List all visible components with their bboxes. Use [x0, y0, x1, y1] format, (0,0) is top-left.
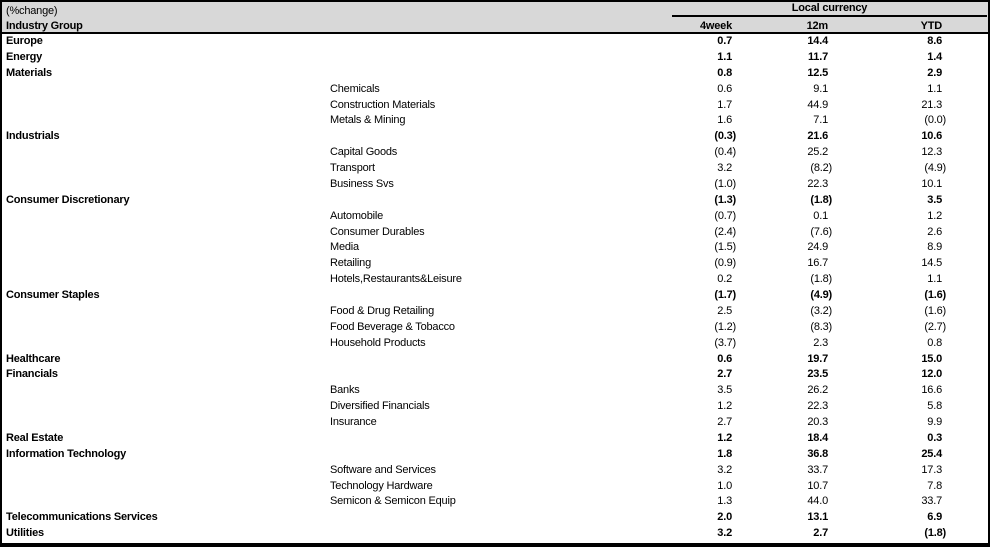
industry-label: Automobile — [330, 209, 384, 222]
industry-label: Utilities — [6, 527, 44, 540]
industry-label: Food Beverage & Tobacco — [330, 320, 455, 333]
value-4week: 2.0 — [717, 511, 732, 524]
value-4week: (1.7) — [714, 289, 736, 301]
value-12m: 21.6 — [807, 130, 828, 143]
value-4week: 0.6 — [717, 352, 732, 365]
value-ytd: 1.1 — [927, 82, 942, 95]
industry-label: Consumer Durables — [330, 225, 425, 238]
value-12m: 25.2 — [807, 146, 828, 159]
industry-label: Diversified Financials — [330, 400, 430, 413]
value-12m: 44.9 — [807, 98, 828, 111]
industry-label: Software and Services — [330, 463, 436, 476]
value-12m: (3.2) — [810, 304, 832, 317]
industry-label: Capital Goods — [330, 146, 398, 159]
table-row — [2, 98, 988, 114]
table-row — [2, 510, 988, 526]
industry-label: Retailing — [330, 257, 372, 270]
industry-label: Industrials — [6, 130, 60, 143]
table-row — [2, 526, 988, 542]
industry-label: Financials — [6, 368, 58, 381]
value-4week: (1.0) — [714, 177, 736, 190]
value-12m: (8.2) — [810, 162, 832, 174]
value-4week: 2.7 — [717, 416, 732, 428]
industry-label: Technology Hardware — [330, 479, 433, 492]
value-ytd: 8.9 — [927, 241, 942, 254]
value-ytd: 2.9 — [927, 66, 942, 79]
table-row — [2, 352, 988, 368]
industry-label: Construction Materials — [330, 98, 436, 111]
value-4week: 3.5 — [717, 384, 732, 397]
value-4week: 0.6 — [717, 82, 732, 95]
table-row — [2, 288, 988, 304]
industry-label: Metals & Mining — [330, 114, 406, 127]
unit-label: (%change) — [2, 2, 658, 17]
industry-label: Energy — [6, 50, 43, 63]
value-12m: 36.8 — [807, 447, 828, 460]
table-row — [2, 304, 988, 320]
industry-label: Healthcare — [6, 352, 61, 365]
table-row — [2, 82, 988, 98]
value-4week: (0.4) — [714, 146, 736, 159]
table-row — [2, 463, 988, 479]
value-ytd: (0.0) — [924, 114, 946, 127]
table-row — [2, 272, 988, 288]
value-12m: 18.4 — [807, 431, 828, 444]
industry-label: Real Estate — [6, 431, 64, 444]
value-12m: 22.3 — [807, 400, 828, 413]
value-4week: 1.2 — [717, 400, 732, 413]
value-4week: 3.2 — [717, 162, 732, 174]
value-ytd: 10.6 — [921, 130, 942, 143]
value-ytd: (4.9) — [924, 162, 946, 174]
table-row — [2, 193, 988, 209]
table-row — [2, 113, 988, 129]
value-12m: (4.9) — [810, 289, 832, 301]
table-row — [2, 225, 988, 241]
value-ytd: 16.6 — [921, 384, 942, 397]
table-row — [2, 367, 988, 383]
value-ytd: (1.6) — [924, 289, 946, 301]
value-ytd: 1.4 — [927, 50, 942, 63]
value-4week: 1.6 — [717, 114, 732, 127]
value-12m: 7.1 — [813, 114, 828, 127]
table-row — [2, 447, 988, 463]
industry-label: Materials — [6, 66, 52, 79]
value-4week: 1.0 — [717, 479, 732, 492]
industry-label: Hotels,Restaurants&Leisure — [330, 273, 462, 286]
value-ytd: 0.3 — [927, 431, 942, 444]
table-row — [2, 129, 988, 145]
industry-label: Insurance — [330, 416, 377, 428]
industry-label: Consumer Discretionary — [6, 193, 130, 206]
value-4week: 1.1 — [717, 50, 732, 63]
value-4week: 2.5 — [717, 304, 732, 317]
table-row — [2, 33, 988, 50]
value-ytd: 12.0 — [921, 368, 942, 381]
value-12m: (8.3) — [810, 320, 832, 333]
col-header-ytd: YTD — [832, 17, 988, 33]
industry-label: Europe — [6, 35, 43, 47]
value-12m: 44.0 — [807, 495, 828, 508]
value-12m: 16.7 — [807, 257, 828, 270]
industry-label: Business Svs — [330, 177, 394, 190]
header-row-units — [2, 2, 988, 17]
value-ytd: 10.1 — [921, 177, 942, 190]
value-ytd: 1.1 — [927, 273, 942, 286]
value-12m: 2.7 — [813, 527, 828, 540]
value-4week: 0.8 — [717, 66, 732, 79]
industry-label: Transport — [330, 162, 375, 174]
span-header-local-currency: Local currency — [672, 2, 987, 17]
value-ytd: (2.7) — [924, 320, 946, 333]
value-12m: 19.7 — [807, 352, 828, 365]
value-4week: 0.2 — [717, 273, 732, 286]
value-ytd: 15.0 — [921, 352, 942, 365]
table-row — [2, 431, 988, 447]
value-ytd: 6.9 — [927, 511, 942, 524]
col-header-industry-group: Industry Group — [2, 17, 658, 33]
value-4week: (0.7) — [714, 209, 736, 222]
value-12m: 10.7 — [807, 479, 828, 492]
value-ytd: (1.6) — [924, 304, 946, 317]
value-ytd: 1.2 — [927, 209, 942, 222]
table-row — [2, 494, 988, 510]
value-12m: 9.1 — [813, 82, 828, 95]
value-4week: (0.3) — [714, 130, 736, 143]
table-row — [2, 177, 988, 193]
value-ytd: 14.5 — [921, 257, 942, 270]
performance-table — [2, 2, 988, 542]
value-4week: 3.2 — [717, 463, 732, 476]
value-ytd: (1.8) — [924, 527, 946, 540]
value-ytd: 0.8 — [927, 336, 942, 349]
value-ytd: 25.4 — [921, 447, 942, 460]
value-ytd: 12.3 — [921, 146, 942, 159]
value-4week: 1.3 — [717, 495, 732, 508]
span-header-cell — [658, 2, 988, 17]
value-12m: 26.2 — [807, 384, 828, 397]
value-12m: 22.3 — [807, 177, 828, 190]
value-12m: 14.4 — [807, 35, 828, 47]
value-ytd: 2.6 — [927, 225, 942, 238]
value-4week: 1.2 — [717, 431, 732, 444]
industry-label: Media — [330, 241, 359, 254]
industry-label: Chemicals — [330, 82, 380, 95]
value-12m: 13.1 — [807, 511, 828, 524]
table-row — [2, 240, 988, 256]
value-ytd: 8.6 — [927, 35, 942, 47]
table-row — [2, 145, 988, 161]
value-ytd: 33.7 — [921, 495, 942, 508]
value-12m: 12.5 — [807, 66, 828, 79]
value-ytd: 9.9 — [927, 416, 942, 428]
value-12m: (1.8) — [810, 193, 832, 206]
table-row — [2, 66, 988, 82]
table-row — [2, 209, 988, 225]
value-4week: 2.7 — [717, 368, 732, 381]
value-12m: 2.3 — [813, 336, 828, 349]
value-4week: (1.5) — [714, 241, 736, 254]
value-4week: 3.2 — [717, 527, 732, 540]
industry-label: Semicon & Semicon Equip — [330, 495, 456, 508]
value-ytd: 7.8 — [927, 479, 942, 492]
value-12m: (1.8) — [810, 273, 832, 286]
table-row — [2, 479, 988, 495]
col-header-12m: 12m — [740, 17, 832, 33]
industry-label: Information Technology — [6, 447, 127, 460]
industry-label: Consumer Staples — [6, 289, 100, 301]
table-row — [2, 415, 988, 431]
table-row — [2, 383, 988, 399]
value-12m: 0.1 — [813, 209, 828, 222]
value-ytd: 3.5 — [927, 193, 942, 206]
table-row — [2, 320, 988, 336]
industry-label: Telecommunications Services — [6, 511, 158, 524]
value-4week: (2.4) — [714, 225, 736, 238]
table-row — [2, 50, 988, 66]
value-4week: (3.7) — [714, 336, 736, 349]
table-row — [2, 161, 988, 177]
table-header — [2, 2, 988, 33]
value-ytd: 17.3 — [921, 463, 942, 476]
value-4week: (1.3) — [714, 193, 736, 206]
table-row — [2, 399, 988, 415]
col-header-4week: 4week — [658, 17, 740, 33]
industry-label: Banks — [330, 384, 360, 397]
table-row — [2, 256, 988, 272]
value-12m: 20.3 — [807, 416, 828, 428]
industry-label: Food & Drug Retailing — [330, 304, 435, 317]
value-4week: (0.9) — [714, 257, 736, 270]
table-body — [2, 33, 988, 542]
value-4week: (1.2) — [714, 320, 736, 333]
value-ytd: 5.8 — [927, 400, 942, 413]
value-12m: (7.6) — [810, 225, 832, 238]
value-12m: 11.7 — [807, 50, 828, 63]
value-ytd: 21.3 — [921, 98, 942, 111]
value-12m: 33.7 — [807, 463, 828, 476]
value-4week: 1.7 — [717, 98, 732, 111]
value-12m: 24.9 — [807, 241, 828, 254]
value-4week: 1.8 — [717, 447, 732, 460]
value-12m: 23.5 — [807, 368, 828, 381]
industry-label: Household Products — [330, 336, 426, 349]
table-row — [2, 336, 988, 352]
header-row-columns — [2, 17, 988, 33]
value-4week: 0.7 — [717, 35, 732, 47]
